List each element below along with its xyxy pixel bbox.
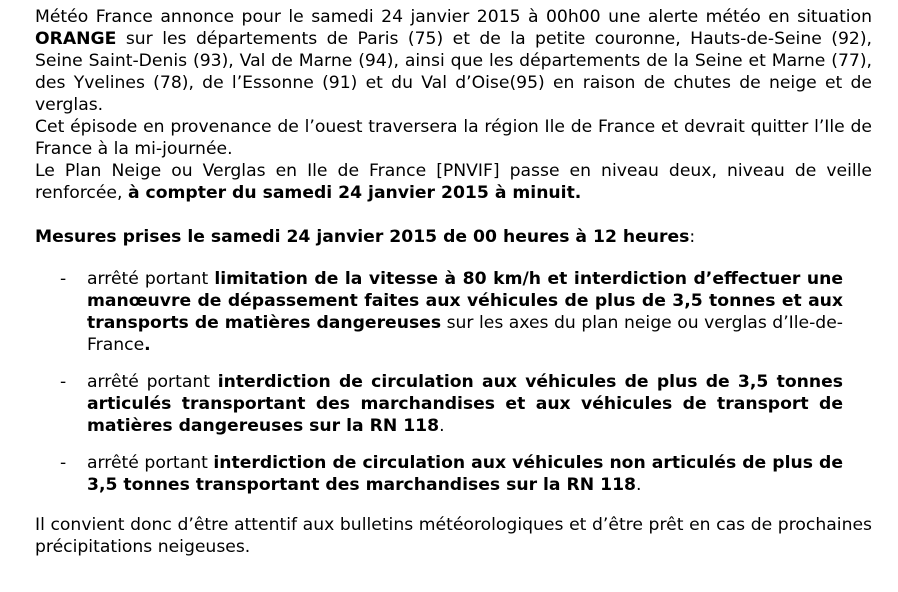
measure-prefix: arrêté portant xyxy=(87,269,215,289)
intro-paragraph-plan xyxy=(35,160,872,204)
measures-heading-bold: Mesures prises le samedi 24 janvier 2015 de 00 heures à 12 heures xyxy=(35,227,690,247)
measure-prefix: arrêté portant xyxy=(87,453,214,473)
document-body xyxy=(35,6,872,558)
list-dash: - xyxy=(60,269,67,289)
measures-list xyxy=(35,268,872,496)
list-dash: - xyxy=(60,453,67,473)
measure-prefix: arrêté portant xyxy=(87,372,218,392)
measure-item-articulated-ban xyxy=(60,371,843,437)
measure-bold: limitation de la vitesse à 80 km/h et interdiction d’effectuer une manœuvre de dépassement faites aux véhicules de plus de 3,5 tonnes et aux transports de matières dangereuses xyxy=(87,269,843,333)
measure-item-non-articulated-ban xyxy=(60,452,843,496)
spacer xyxy=(35,248,872,268)
measure-bold: interdiction de circulation aux véhicules de plus de 3,5 tonnes articulés transportant des marchandises et aux véhicules de transport de matières dangereuses sur la RN 118 xyxy=(87,372,843,436)
measure-suffix: . xyxy=(439,416,445,436)
intro-paragraph-alert xyxy=(35,6,872,116)
measure-item-speed-limit xyxy=(60,268,843,356)
plan-start-date: à compter du samedi 24 janvier 2015 à minuit. xyxy=(127,183,582,203)
intro-paragraph-episode: Cet épisode en provenance de l’ouest traversera la région Ile de France et devrait quitter l’Ile de France à la mi-journée. xyxy=(35,117,872,159)
alert-text-start: Météo France annonce pour le samedi 24 janvier 2015 à 00h00 une alerte météo en situation xyxy=(35,7,872,27)
measures-heading xyxy=(35,226,872,248)
measure-bold: interdiction de circulation aux véhicules non articulés de plus de 3,5 tonnes transportant des marchandises sur la RN 118 xyxy=(87,453,843,495)
alert-level: ORANGE xyxy=(35,29,117,49)
measure-suffix: . xyxy=(636,475,642,495)
closing-paragraph: Il convient donc d’être attentif aux bulletins météorologiques et d’être prêt en cas de prochaines précipitations neigeuses. xyxy=(35,515,872,557)
measure-end: . xyxy=(144,335,151,355)
list-dash: - xyxy=(60,372,67,392)
spacer xyxy=(35,204,872,226)
plan-text: Le Plan Neige ou Verglas en Ile de France [PNVIF] passe en niveau deux, niveau de veille renforcée, xyxy=(35,161,872,203)
alert-text-end: sur les départements de Paris (75) et de la petite couronne, Hauts-de-Seine (92), Seine Saint-Denis (93), Val de Marne (94), ainsi que les départements de la Seine et Marne (77), des Yvelines (78), de l’Essonne (91) et du Val d’Oise(95) en raison de chutes de neige et de verglas. xyxy=(35,29,872,115)
measures-heading-colon: : xyxy=(689,227,696,247)
measure-suffix: sur les axes du plan neige ou verglas d’Ile-de-France xyxy=(87,313,843,355)
